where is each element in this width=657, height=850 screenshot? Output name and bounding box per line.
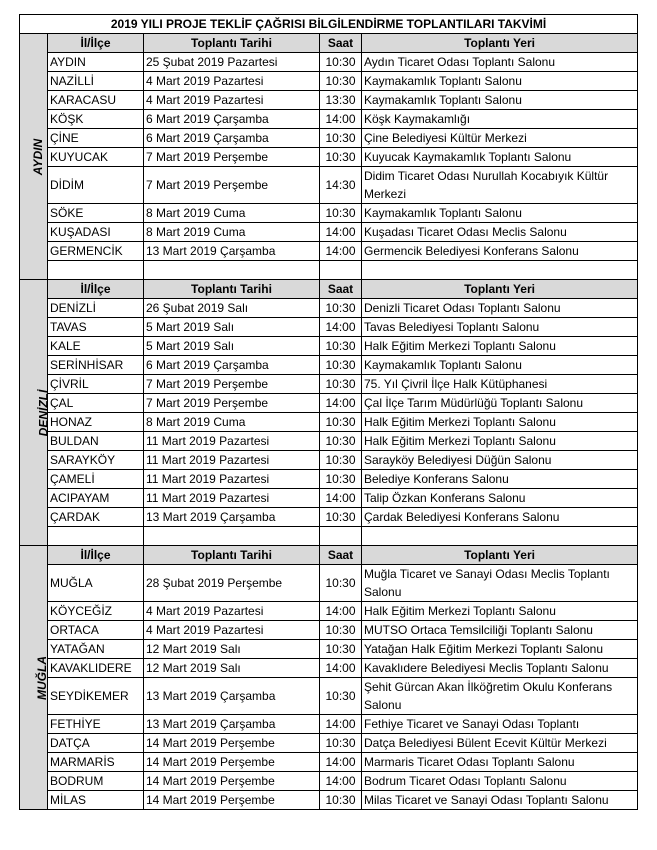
section-header-row — [20, 546, 638, 565]
place-cell: Yatağan Halk Eğitim Merkezi Toplantı Salonu — [362, 640, 638, 659]
table-row — [20, 470, 638, 489]
table-title: 2019 YILI PROJE TEKLİF ÇAĞRISI BİLGİLENDİRME TOPLANTILARI TAKVİMİ — [20, 15, 638, 34]
time-cell: 10:30 — [320, 678, 362, 715]
header-place: Toplantı Yeri — [362, 546, 638, 565]
place-cell: Köşk Kaymakamlığı — [362, 110, 638, 129]
date-cell: 25 Şubat 2019 Pazartesi — [144, 53, 320, 72]
province-label — [20, 546, 48, 810]
time-cell: 10:30 — [320, 508, 362, 527]
empty-cell — [362, 527, 638, 546]
district-cell: MUĞLA — [48, 565, 144, 602]
time-cell: 14:00 — [320, 394, 362, 413]
empty-cell — [320, 261, 362, 280]
district-cell: KAVAKLIDERE — [48, 659, 144, 678]
district-cell: DATÇA — [48, 734, 144, 753]
district-cell: KÖYCEĞİZ — [48, 602, 144, 621]
place-cell: Denizli Ticaret Odası Toplantı Salonu — [362, 299, 638, 318]
header-place: Toplantı Yeri — [362, 34, 638, 53]
place-cell: Datça Belediyesi Bülent Ecevit Kültür Merkezi — [362, 734, 638, 753]
date-cell: 13 Mart 2019 Çarşamba — [144, 678, 320, 715]
date-cell: 6 Mart 2019 Çarşamba — [144, 129, 320, 148]
table-row — [20, 129, 638, 148]
place-cell: Çardak Belediyesi Konferans Salonu — [362, 508, 638, 527]
place-cell: Halk Eğitim Merkezi Toplantı Salonu — [362, 432, 638, 451]
district-cell: AYDIN — [48, 53, 144, 72]
district-cell: ÇARDAK — [48, 508, 144, 527]
table-row — [20, 337, 638, 356]
district-cell: SARAYKÖY — [48, 451, 144, 470]
district-cell: KÖŞK — [48, 110, 144, 129]
time-cell: 10:30 — [320, 299, 362, 318]
table-row — [20, 489, 638, 508]
date-cell: 11 Mart 2019 Pazartesi — [144, 470, 320, 489]
time-cell: 10:30 — [320, 72, 362, 91]
place-cell: Didim Ticaret Odası Nurullah Kocabıyık Kültür Merkezi — [362, 167, 638, 204]
table-row — [20, 204, 638, 223]
table-row — [20, 394, 638, 413]
header-time: Saat — [320, 280, 362, 299]
header-district: İl/İlçe — [48, 546, 144, 565]
district-cell: YATAĞAN — [48, 640, 144, 659]
table-row — [20, 734, 638, 753]
table-row — [20, 299, 638, 318]
date-cell: 5 Mart 2019 Salı — [144, 337, 320, 356]
table-row — [20, 451, 638, 470]
district-cell: KUŞADASI — [48, 223, 144, 242]
date-cell: 13 Mart 2019 Çarşamba — [144, 715, 320, 734]
district-cell: ÇİVRİL — [48, 375, 144, 394]
date-cell: 14 Mart 2019 Perşembe — [144, 772, 320, 791]
empty-cell — [144, 261, 320, 280]
district-cell: SEYDİKEMER — [48, 678, 144, 715]
date-cell: 6 Mart 2019 Çarşamba — [144, 356, 320, 375]
table-row — [20, 53, 638, 72]
time-cell: 14:00 — [320, 602, 362, 621]
place-cell: Kaymakamlık Toplantı Salonu — [362, 72, 638, 91]
district-cell: SERİNHİSAR — [48, 356, 144, 375]
time-cell: 14:00 — [320, 489, 362, 508]
date-cell: 13 Mart 2019 Çarşamba — [144, 242, 320, 261]
table-row — [20, 167, 638, 204]
district-cell: KALE — [48, 337, 144, 356]
table-row — [20, 772, 638, 791]
time-cell: 14:00 — [320, 753, 362, 772]
place-cell: Bodrum Ticaret Odası Toplantı Salonu — [362, 772, 638, 791]
time-cell: 14:00 — [320, 318, 362, 337]
place-cell: Halk Eğitim Merkezi Toplantı Salonu — [362, 602, 638, 621]
date-cell: 11 Mart 2019 Pazartesi — [144, 489, 320, 508]
date-cell: 7 Mart 2019 Perşembe — [144, 375, 320, 394]
table-row — [20, 678, 638, 715]
district-cell: ÇİNE — [48, 129, 144, 148]
district-cell: BODRUM — [48, 772, 144, 791]
table-row — [20, 791, 638, 810]
header-time: Saat — [320, 546, 362, 565]
place-cell: Çine Belediyesi Kültür Merkezi — [362, 129, 638, 148]
spacer-row — [20, 527, 638, 546]
table-row — [20, 91, 638, 110]
time-cell: 10:30 — [320, 565, 362, 602]
place-cell: Aydın Ticaret Odası Toplantı Salonu — [362, 53, 638, 72]
table-row — [20, 110, 638, 129]
time-cell: 13:30 — [320, 91, 362, 110]
district-cell: ORTACA — [48, 621, 144, 640]
date-cell: 4 Mart 2019 Pazartesi — [144, 91, 320, 110]
date-cell: 8 Mart 2019 Cuma — [144, 223, 320, 242]
district-cell: ACIPAYAM — [48, 489, 144, 508]
date-cell: 4 Mart 2019 Pazartesi — [144, 72, 320, 91]
table-row — [20, 375, 638, 394]
province-label — [20, 280, 51, 546]
table-row — [20, 621, 638, 640]
district-cell: HONAZ — [48, 413, 144, 432]
table-row — [20, 356, 638, 375]
time-cell: 14:00 — [320, 659, 362, 678]
time-cell: 10:30 — [320, 148, 362, 167]
table-row — [20, 565, 638, 602]
district-cell: ÇAL — [48, 394, 144, 413]
time-cell: 10:30 — [320, 470, 362, 489]
place-cell: Germencik Belediyesi Konferans Salonu — [362, 242, 638, 261]
district-cell: SÖKE — [48, 204, 144, 223]
header-date: Toplantı Tarihi — [144, 280, 320, 299]
table-row — [20, 753, 638, 772]
district-cell: TAVAS — [48, 318, 144, 337]
time-cell: 14:00 — [320, 242, 362, 261]
header-time: Saat — [320, 34, 362, 53]
district-cell: KUYUCAK — [48, 148, 144, 167]
table-row — [20, 508, 638, 527]
date-cell: 4 Mart 2019 Pazartesi — [144, 602, 320, 621]
section-header-row — [20, 34, 638, 53]
time-cell: 14:30 — [320, 167, 362, 204]
date-cell: 4 Mart 2019 Pazartesi — [144, 621, 320, 640]
district-cell: NAZİLLİ — [48, 72, 144, 91]
date-cell: 6 Mart 2019 Çarşamba — [144, 110, 320, 129]
district-cell: DENİZLİ — [48, 299, 144, 318]
empty-cell — [144, 527, 320, 546]
title-row — [20, 15, 638, 34]
place-cell: Milas Ticaret ve Sanayi Odası Toplantı Salonu — [362, 791, 638, 810]
spacer-row — [20, 261, 638, 280]
date-cell: 12 Mart 2019 Salı — [144, 640, 320, 659]
date-cell: 7 Mart 2019 Perşembe — [144, 148, 320, 167]
place-cell: Kuyucak Kaymakamlık Toplantı Salonu — [362, 148, 638, 167]
empty-cell — [48, 527, 144, 546]
empty-cell — [48, 261, 144, 280]
place-cell: Halk Eğitim Merkezi Toplantı Salonu — [362, 413, 638, 432]
table-row — [20, 640, 638, 659]
section-header-row — [20, 280, 638, 299]
place-cell: Tavas Belediyesi Toplantı Salonu — [362, 318, 638, 337]
province-name: DENİZLİ — [36, 389, 51, 436]
place-cell: Muğla Ticaret ve Sanayi Odası Meclis Toplantı Salonu — [362, 565, 638, 602]
district-cell: FETHİYE — [48, 715, 144, 734]
table-row — [20, 432, 638, 451]
place-cell: Sarayköy Belediyesi Düğün Salonu — [362, 451, 638, 470]
date-cell: 13 Mart 2019 Çarşamba — [144, 508, 320, 527]
date-cell: 11 Mart 2019 Pazartesi — [144, 451, 320, 470]
table-row — [20, 72, 638, 91]
time-cell: 10:30 — [320, 413, 362, 432]
time-cell: 10:30 — [320, 129, 362, 148]
time-cell: 14:00 — [320, 223, 362, 242]
district-cell: MARMARİS — [48, 753, 144, 772]
table-row — [20, 602, 638, 621]
district-cell: GERMENCİK — [48, 242, 144, 261]
header-date: Toplantı Tarihi — [144, 34, 320, 53]
time-cell: 10:30 — [320, 432, 362, 451]
table-row — [20, 148, 638, 167]
empty-cell — [362, 261, 638, 280]
date-cell: 7 Mart 2019 Perşembe — [144, 167, 320, 204]
province-name: MUĞLA — [35, 655, 49, 700]
place-cell: Çal İlçe Tarım Müdürlüğü Toplantı Salonu — [362, 394, 638, 413]
time-cell: 14:00 — [320, 110, 362, 129]
empty-cell — [320, 527, 362, 546]
date-cell: 5 Mart 2019 Salı — [144, 318, 320, 337]
district-cell: MİLAS — [48, 791, 144, 810]
district-cell: DİDİM — [48, 167, 144, 204]
table-row — [20, 242, 638, 261]
place-cell: 75. Yıl Çivril İlçe Halk Kütüphanesi — [362, 375, 638, 394]
schedule-table — [19, 14, 638, 810]
time-cell: 10:30 — [320, 204, 362, 223]
date-cell: 14 Mart 2019 Perşembe — [144, 791, 320, 810]
place-cell: MUTSO Ortaca Temsilciliği Toplantı Salonu — [362, 621, 638, 640]
place-cell: Marmaris Ticaret Odası Toplantı Salonu — [362, 753, 638, 772]
place-cell: Halk Eğitim Merkezi Toplantı Salonu — [362, 337, 638, 356]
date-cell: 7 Mart 2019 Perşembe — [144, 394, 320, 413]
header-district: İl/İlçe — [48, 34, 144, 53]
date-cell: 14 Mart 2019 Perşembe — [144, 734, 320, 753]
time-cell: 10:30 — [320, 337, 362, 356]
date-cell: 26 Şubat 2019 Salı — [144, 299, 320, 318]
place-cell: Belediye Konferans Salonu — [362, 470, 638, 489]
time-cell: 14:00 — [320, 715, 362, 734]
place-cell: Kavaklıdere Belediyesi Meclis Toplantı Salonu — [362, 659, 638, 678]
time-cell: 10:30 — [320, 356, 362, 375]
header-place: Toplantı Yeri — [362, 280, 638, 299]
place-cell: Kaymakamlık Toplantı Salonu — [362, 204, 638, 223]
district-cell: ÇAMELİ — [48, 470, 144, 489]
time-cell: 14:00 — [320, 772, 362, 791]
place-cell: Kaymakamlık Toplantı Salonu — [362, 91, 638, 110]
place-cell: Şehit Gürcan Akan İlköğretim Okulu Konferans Salonu — [362, 678, 638, 715]
district-cell: BULDAN — [48, 432, 144, 451]
time-cell: 10:30 — [320, 375, 362, 394]
date-cell: 8 Mart 2019 Cuma — [144, 204, 320, 223]
date-cell: 8 Mart 2019 Cuma — [144, 413, 320, 432]
date-cell: 11 Mart 2019 Pazartesi — [144, 432, 320, 451]
date-cell: 12 Mart 2019 Salı — [144, 659, 320, 678]
date-cell: 14 Mart 2019 Perşembe — [144, 753, 320, 772]
time-cell: 10:30 — [320, 791, 362, 810]
header-date: Toplantı Tarihi — [144, 546, 320, 565]
date-cell: 28 Şubat 2019 Perşembe — [144, 565, 320, 602]
place-cell: Kaymakamlık Toplantı Salonu — [362, 356, 638, 375]
province-name: AYDIN — [31, 138, 46, 175]
header-district: İl/İlçe — [48, 280, 144, 299]
table-row — [20, 223, 638, 242]
province-label — [20, 34, 48, 280]
place-cell: Talip Özkan Konferans Salonu — [362, 489, 638, 508]
table-row — [20, 318, 638, 337]
place-cell: Fethiye Ticaret ve Sanayi Odası Toplantı — [362, 715, 638, 734]
table-row — [20, 715, 638, 734]
time-cell: 10:30 — [320, 451, 362, 470]
time-cell: 10:30 — [320, 640, 362, 659]
table-row — [20, 413, 638, 432]
table-row — [20, 659, 638, 678]
place-cell: Kuşadası Ticaret Odası Meclis Salonu — [362, 223, 638, 242]
time-cell: 10:30 — [320, 734, 362, 753]
time-cell: 10:30 — [320, 53, 362, 72]
time-cell: 10:30 — [320, 621, 362, 640]
district-cell: KARACASU — [48, 91, 144, 110]
